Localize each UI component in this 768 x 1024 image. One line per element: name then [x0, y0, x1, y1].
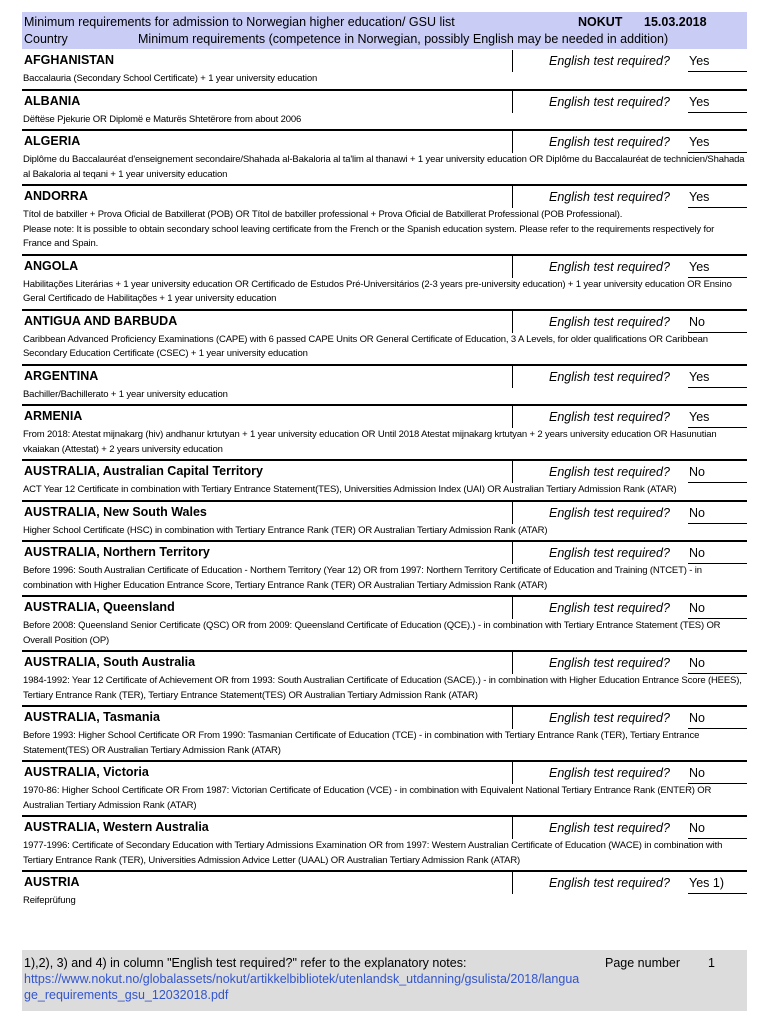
page-number-label: Page number [605, 956, 681, 970]
entry-header [22, 311, 747, 333]
page-number: 1 [708, 956, 715, 970]
requirement-text: Baccalauria (Secondary School Certificate) + 1 year university education [23, 73, 318, 84]
english-test-label: English test required? [549, 314, 670, 329]
english-test-label: English test required? [549, 505, 670, 520]
requirement-text: Before 1996: South Australian Certificate of Education - Northern Territory (Year 12) OR from 1997: Northern Territory Certificate of Education and Training (NTCET) - in combination with Higher Education Entrance Score, Tertiary Entrance Rank (TER) OR Australian Tertiary Admission Rank (ATAR) [23, 565, 702, 591]
requirement-text: Before 2008: Queensland Senior Certificate (QSC) OR from 2009: Queensland Certificate of Education (QCE).) - in combination with Tertiary Entrance Statement (TES) OR Overall Position (OP) [23, 620, 721, 646]
requirements-column-label: Minimum requirements (competence in Norwegian, possibly English may be needed in addition) [138, 32, 669, 46]
country-name: AUSTRALIA, Tasmania [24, 710, 160, 724]
country-list [22, 50, 747, 911]
english-test-answer: Yes [688, 190, 747, 208]
country-name: ARGENTINA [24, 368, 99, 383]
country-name: ANDORRA [24, 189, 88, 203]
country-entry [22, 540, 747, 595]
entry-header [22, 366, 747, 388]
country-name: ALBANIA [24, 93, 81, 108]
notes-link[interactable]: https://www.nokut.no/globalassets/nokut/artikkelbibliotek/utenlandsk_utdanning/gsulista/2018/language_requirements_gsu_12032018.pdf [24, 972, 580, 1002]
entry-header [22, 50, 747, 72]
requirement-text: ACT Year 12 Certificate in combination with Tertiary Entrance Statement(TES), Universities Admission Index (UAI) OR Australian Tertiary Admission Rank (ATAR) [23, 484, 677, 495]
country-name: ALGERIA [24, 134, 81, 148]
explanatory-note: 1),2), 3) and 4) in column "English test required?" refer to the explanatory notes: [24, 956, 467, 970]
english-test-answer: Yes [688, 260, 747, 278]
english-test-answer: Yes [688, 370, 747, 388]
english-test-answer: No [688, 821, 747, 839]
country-cell [22, 186, 513, 208]
english-test-label: English test required? [549, 190, 670, 204]
english-test-answer: Yes [688, 95, 747, 113]
entry-header [22, 542, 747, 564]
country-name: AUSTRALIA, Queensland [24, 600, 175, 614]
country-name: AUSTRALIA, Victoria [24, 765, 149, 779]
entry-header [22, 91, 747, 113]
english-test-label: English test required? [549, 135, 670, 149]
country-name: AUSTRALIA, Northern Territory [24, 545, 210, 559]
english-test-answer: No [688, 546, 747, 564]
english-test-label: English test required? [549, 601, 670, 615]
country-entry [22, 459, 747, 500]
english-test-label: English test required? [549, 711, 670, 725]
country-entry [22, 650, 747, 705]
country-entry [22, 184, 747, 254]
country-name: ARMENIA [24, 409, 83, 423]
entry-header [22, 597, 747, 619]
country-entry [22, 309, 747, 364]
entry-header [22, 817, 747, 839]
country-cell [22, 872, 513, 894]
country-column-label: Country [24, 32, 68, 46]
requirement-text: Before 1993: Higher School Certificate OR From 1990: Tasmanian Certificate of Education (TCE) - in combination with Tertiary Entrance Rank (TER), Tertiary Entrance Statement(TES) OR Australian Tertiary Admission Rank (ATAR) [23, 730, 700, 756]
document-date: 15.03.2018 [644, 15, 707, 29]
english-test-answer: Yes [688, 135, 747, 153]
country-name: AUSTRIA [24, 875, 80, 889]
document-header [22, 12, 747, 49]
english-test-label: English test required? [549, 410, 670, 424]
requirement-text: From 2018: Atestat mijnakarg (hiv) andhanur krtutyan + 1 year university education OR Until 2018 Atestat mijnakarg krtutyan + 2 years university education OR Hasunutian vkaiakan (Attestat) + 2 years university education [23, 429, 717, 455]
country-name: AUSTRALIA, Western Australia [24, 820, 209, 834]
country-entry [22, 500, 747, 541]
document-title: Minimum requirements for admission to Norwegian higher education/ GSU list [24, 15, 455, 29]
entry-header [22, 461, 747, 483]
country-cell [22, 406, 513, 428]
requirement-text: Caribbean Advanced Proficiency Examinations (CAPE) with 6 passed CAPE Units OR General Certificate of Education, 3 A Levels, for older qualifications OR Caribbean Secondary Education Certificate (CSEC) + 1 year university education [23, 333, 708, 359]
country-entry [22, 89, 747, 130]
requirement-text: Diplôme du Baccalauréat d'enseignement secondaire/Shahada al-Bakaloria al ta'lim al thanawi + 1 year university education OR Diplôme du Baccalauréat de technicien/Shahada al Bakaloria al teqani + 1 year university education [23, 154, 745, 180]
requirement-text: Reifeprüfung [23, 895, 76, 906]
country-name: AUSTRALIA, South Australia [24, 655, 196, 669]
english-test-answer: Yes [688, 54, 747, 72]
organization-name: NOKUT [578, 15, 623, 29]
requirement-text: 1970-86: Higher School Certificate OR From 1987: Victorian Certificate of Education (VCE) - in combination with Equivalent National Tertiary Entrance Rank (ENTER) OR Australian Tertiary Admission Rank (ATAR) [23, 785, 712, 811]
entry-header [22, 652, 747, 674]
english-test-answer: No [688, 315, 747, 333]
entry-header [22, 256, 747, 278]
country-cell [22, 131, 513, 153]
requirement-text: Habilitações Literárias + 1 year university education OR Certificado de Estudos Pré-Universitários (2-3 years pre-university education) + 1 year university education OR Ensino Geral Certificado de Habilitações + 1 year university education [23, 278, 732, 304]
english-test-answer: No [688, 766, 747, 784]
english-test-label: English test required? [549, 821, 670, 835]
english-test-label: English test required? [549, 546, 670, 560]
country-entry [22, 364, 747, 405]
country-entry [22, 705, 747, 760]
requirement-text: Higher School Certificate (HSC) in combination with Tertiary Entrance Rank (TER) OR Australian Tertiary Admission Rank (ATAR) [23, 524, 548, 536]
requirement-text: 1977-1996: Certificate of Secondary Education with Tertiary Admissions Examination OR from 1997: Western Australian Certificate of Education (WACE) in combination with Tertiary Entrance Rank (TER), Universities Admission Advice Letter (UAAL) OR Australian Tertiary Admission Rank (ATAR) [23, 840, 723, 866]
entry-header [22, 131, 747, 153]
entry-header [22, 406, 747, 428]
entry-header [22, 762, 747, 784]
english-test-label: English test required? [549, 766, 670, 780]
requirement-text: Bachiller/Bachillerato + 1 year university education [23, 388, 228, 400]
english-test-answer: Yes 1) [688, 876, 747, 894]
english-test-label: English test required? [549, 465, 670, 479]
requirement-text: Títol de batxiller + Prova Oficial de Batxillerat (POB) OR Títol de batxiller professional + Prova Oficial de Batxillerat Professional (POB Professional). [23, 209, 623, 220]
english-test-label: English test required? [549, 54, 670, 68]
country-entry [22, 129, 747, 184]
requirement-note: Please note: It is possible to obtain secondary school leaving certificate from the French or the Spanish education system. Please refer to the requirements respectively for France and Spain. [23, 223, 715, 249]
country-cell [22, 91, 513, 113]
requirement-text: 1984-1992: Year 12 Certificate of Achievement OR from 1993: South Australian Certificate of Education (SACE).) - in combination with Higher Education Entrance Score (HEES), Tertiary Entrance Rank (TER), Tertiary Entrance Statement(TES) OR Australian Tertiary Admission Rank (ATAR) [23, 675, 742, 701]
country-entry [22, 50, 747, 89]
english-test-label: English test required? [549, 876, 670, 890]
country-name: AUSTRALIA, New South Wales [24, 504, 207, 519]
english-test-label: English test required? [549, 94, 670, 109]
country-name: AUSTRALIA, Australian Capital Territory [24, 464, 263, 478]
country-entry [22, 254, 747, 309]
english-test-label: English test required? [549, 259, 670, 274]
country-name: ANGOLA [24, 258, 79, 273]
english-test-answer: Yes [688, 410, 747, 428]
country-entry [22, 760, 747, 815]
english-test-answer: No [688, 465, 747, 483]
document-footer [22, 950, 747, 1011]
country-name: AFGHANISTAN [24, 53, 115, 67]
english-test-answer: No [688, 601, 747, 619]
country-entry [22, 595, 747, 650]
country-name: ANTIGUA AND BARBUDA [24, 313, 178, 328]
country-cell [22, 256, 513, 278]
english-test-answer: No [688, 711, 747, 729]
entry-header [22, 502, 747, 524]
country-entry [22, 870, 747, 911]
country-entry [22, 815, 747, 870]
entry-header [22, 186, 747, 208]
english-test-answer: No [688, 656, 747, 674]
english-test-label: English test required? [549, 656, 670, 670]
entry-header [22, 872, 747, 894]
country-entry [22, 404, 747, 459]
entry-header [22, 707, 747, 729]
english-test-label: English test required? [549, 369, 670, 384]
english-test-answer: No [688, 506, 747, 524]
requirement-text: Dëftëse Pjekurie OR Diplomë e Maturës Shtetërore from about 2006 [23, 113, 302, 125]
